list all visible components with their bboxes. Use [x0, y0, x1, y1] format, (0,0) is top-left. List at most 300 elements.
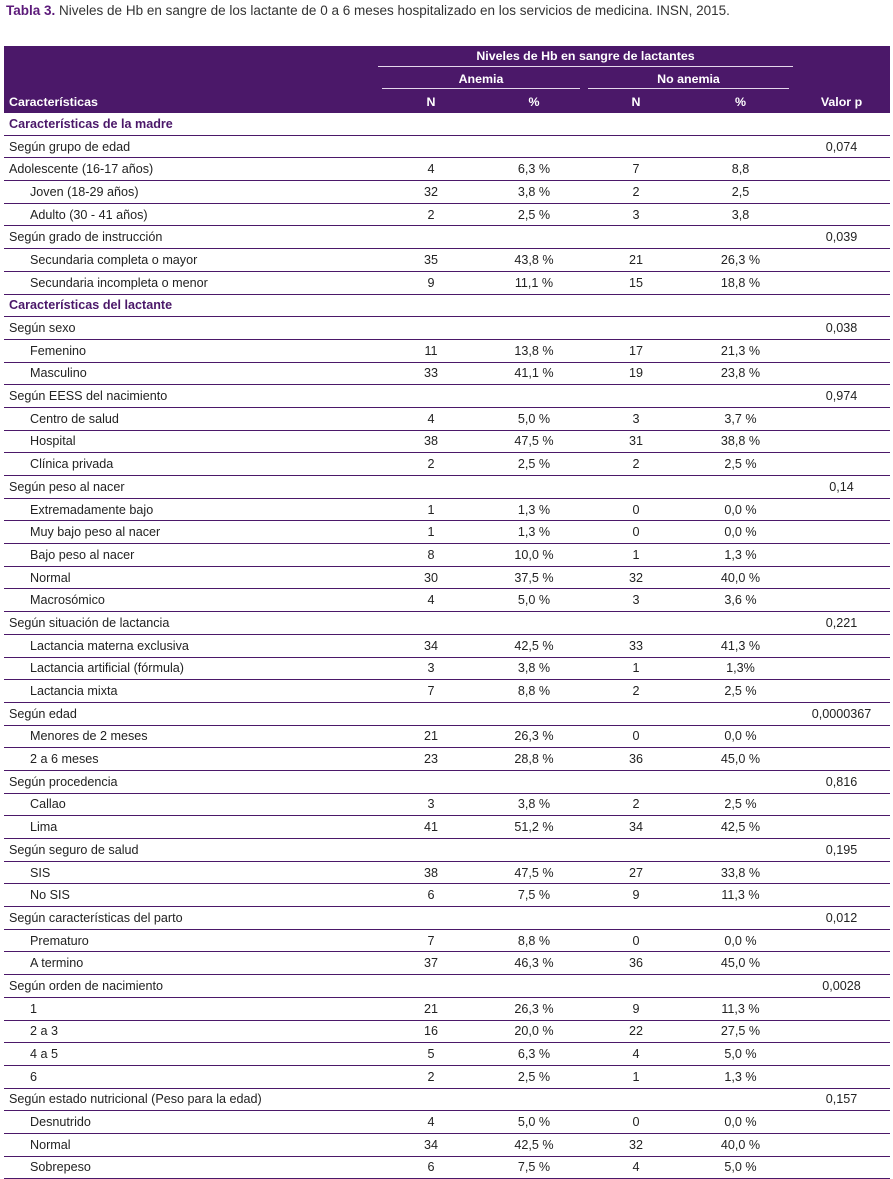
row-label: Joven (18-29 años) — [4, 181, 378, 204]
table-row — [4, 249, 890, 272]
cell-anemia-pct: 1,3 % — [484, 498, 584, 521]
cell-anemia-pct — [484, 612, 584, 635]
table-row — [4, 566, 890, 589]
cell-anemia-pct: 51,2 % — [484, 816, 584, 839]
cell-no-anemia-n: 32 — [584, 1133, 688, 1156]
cell-no-anemia-pct: 2,5 % — [688, 453, 793, 476]
cell-valor-p — [793, 1111, 890, 1134]
cell-no-anemia-pct: 5,0 % — [688, 1043, 793, 1066]
cell-valor-p — [793, 203, 890, 226]
cell-no-anemia-pct: 45,0 % — [688, 748, 793, 771]
cell-anemia-pct: 6,3 % — [484, 158, 584, 181]
cell-anemia-pct — [484, 1088, 584, 1111]
cell-valor-p: 0,195 — [793, 839, 890, 862]
category-row — [4, 317, 890, 340]
cell-no-anemia-n: 0 — [584, 725, 688, 748]
row-label: Clínica privada — [4, 453, 378, 476]
cell-no-anemia-pct: 1,3 % — [688, 1065, 793, 1088]
cell-valor-p: 0,074 — [793, 135, 890, 158]
row-label: A termino — [4, 952, 378, 975]
cell-valor-p: 0,14 — [793, 476, 890, 499]
cell-no-anemia-pct: 23,8 % — [688, 362, 793, 385]
cell-anemia-n — [378, 1088, 484, 1111]
cell-anemia-pct — [484, 907, 584, 930]
cell-anemia-n: 3 — [378, 657, 484, 680]
cell-no-anemia-pct: 27,5 % — [688, 1020, 793, 1043]
cell-no-anemia-pct — [688, 770, 793, 793]
cell-no-anemia-n — [584, 702, 688, 725]
cell-no-anemia-n: 1 — [584, 544, 688, 567]
category-row — [4, 907, 890, 930]
cell-no-anemia-pct: 11,3 % — [688, 884, 793, 907]
cell-no-anemia-n: 9 — [584, 884, 688, 907]
cell-anemia-pct: 47,5 % — [484, 430, 584, 453]
cell-anemia-pct: 47,5 % — [484, 861, 584, 884]
cell-valor-p — [793, 544, 890, 567]
cell-anemia-n: 34 — [378, 1133, 484, 1156]
row-label: Prematuro — [4, 929, 378, 952]
cell-anemia-n: 30 — [378, 566, 484, 589]
table-row — [4, 657, 890, 680]
cell-valor-p: 0,974 — [793, 385, 890, 408]
cell-anemia-pct: 37,5 % — [484, 566, 584, 589]
header-group-title: Niveles de Hb en sangre de lactantes — [378, 46, 793, 70]
cell-no-anemia-n: 1 — [584, 1065, 688, 1088]
cell-anemia-n: 4 — [378, 1111, 484, 1134]
row-label: Según procedencia — [4, 770, 378, 793]
cell-anemia-n — [378, 135, 484, 158]
table-row — [4, 339, 890, 362]
cell-anemia-n: 1 — [378, 498, 484, 521]
cell-anemia-pct — [484, 294, 584, 317]
cell-no-anemia-n: 7 — [584, 158, 688, 181]
cell-anemia-pct — [484, 839, 584, 862]
cell-no-anemia-n: 4 — [584, 1156, 688, 1179]
cell-no-anemia-pct: 41,3 % — [688, 634, 793, 657]
row-label: Muy bajo peso al nacer — [4, 521, 378, 544]
cell-anemia-n — [378, 294, 484, 317]
row-label: Centro de salud — [4, 407, 378, 430]
cell-no-anemia-n: 22 — [584, 1020, 688, 1043]
cell-anemia-n: 11 — [378, 339, 484, 362]
category-row — [4, 839, 890, 862]
table-row — [4, 929, 890, 952]
cell-valor-p — [793, 430, 890, 453]
cell-no-anemia-n: 0 — [584, 1111, 688, 1134]
cell-anemia-n — [378, 385, 484, 408]
table-row — [4, 589, 890, 612]
cell-no-anemia-pct: 0,0 % — [688, 498, 793, 521]
cell-no-anemia-pct: 33,8 % — [688, 861, 793, 884]
cell-no-anemia-pct: 21,3 % — [688, 339, 793, 362]
cell-valor-p — [793, 1020, 890, 1043]
cell-no-anemia-pct: 42,5 % — [688, 816, 793, 839]
row-label: Lima — [4, 816, 378, 839]
cell-valor-p — [793, 680, 890, 703]
cell-no-anemia-n — [584, 476, 688, 499]
cell-anemia-pct: 11,1 % — [484, 271, 584, 294]
cell-valor-p — [793, 249, 890, 272]
cell-anemia-pct: 43,8 % — [484, 249, 584, 272]
row-label: Según seguro de salud — [4, 839, 378, 862]
cell-no-anemia-n: 1 — [584, 657, 688, 680]
row-label: Extremadamente bajo — [4, 498, 378, 521]
cell-anemia-n: 32 — [378, 181, 484, 204]
row-label: Según grado de instrucción — [4, 226, 378, 249]
cell-anemia-n — [378, 226, 484, 249]
cell-no-anemia-pct: 1,3 % — [688, 544, 793, 567]
cell-no-anemia-n — [584, 226, 688, 249]
header-characteristics: Características — [4, 46, 378, 113]
row-label: Según edad — [4, 702, 378, 725]
cell-no-anemia-pct — [688, 226, 793, 249]
header-anemia-pct: % — [484, 91, 584, 113]
table-row — [4, 952, 890, 975]
table-row — [4, 725, 890, 748]
header-valor-p: Valor p — [793, 46, 890, 113]
cell-anemia-pct: 42,5 % — [484, 1133, 584, 1156]
cell-valor-p — [793, 816, 890, 839]
cell-anemia-pct — [484, 135, 584, 158]
table-header — [4, 46, 890, 113]
cell-valor-p — [793, 339, 890, 362]
table-row — [4, 407, 890, 430]
table-row — [4, 362, 890, 385]
row-label: 2 a 6 meses — [4, 748, 378, 771]
cell-no-anemia-n — [584, 839, 688, 862]
cell-anemia-pct: 2,5 % — [484, 453, 584, 476]
cell-no-anemia-pct: 2,5 % — [688, 793, 793, 816]
row-label: Macrosómico — [4, 589, 378, 612]
cell-valor-p — [793, 271, 890, 294]
section-row — [4, 113, 890, 135]
cell-anemia-n: 7 — [378, 680, 484, 703]
cell-valor-p: 0,038 — [793, 317, 890, 340]
cell-no-anemia-n — [584, 385, 688, 408]
category-row — [4, 135, 890, 158]
table-row — [4, 1111, 890, 1134]
cell-anemia-n: 21 — [378, 997, 484, 1020]
cell-valor-p — [793, 884, 890, 907]
cell-valor-p — [793, 748, 890, 771]
row-label: Secundaria incompleta o menor — [4, 271, 378, 294]
cell-valor-p — [793, 362, 890, 385]
cell-no-anemia-pct — [688, 975, 793, 998]
cell-anemia-n: 2 — [378, 203, 484, 226]
cell-no-anemia-n: 33 — [584, 634, 688, 657]
cell-anemia-pct: 26,3 % — [484, 725, 584, 748]
cell-anemia-n — [378, 113, 484, 135]
cell-valor-p — [793, 929, 890, 952]
cell-valor-p: 0,012 — [793, 907, 890, 930]
cell-anemia-pct — [484, 476, 584, 499]
row-label: Lactancia mixta — [4, 680, 378, 703]
cell-no-anemia-pct: 0,0 % — [688, 1111, 793, 1134]
cell-no-anemia-pct: 8,8 — [688, 158, 793, 181]
cell-no-anemia-pct: 40,0 % — [688, 566, 793, 589]
row-label: Según orden de nacimiento — [4, 975, 378, 998]
cell-anemia-pct: 1,3 % — [484, 521, 584, 544]
cell-anemia-n: 1 — [378, 521, 484, 544]
cell-anemia-n: 38 — [378, 861, 484, 884]
table-row — [4, 430, 890, 453]
cell-valor-p: 0,816 — [793, 770, 890, 793]
cell-no-anemia-pct — [688, 907, 793, 930]
cell-valor-p — [793, 453, 890, 476]
cell-no-anemia-n: 31 — [584, 430, 688, 453]
cell-no-anemia-pct — [688, 476, 793, 499]
cell-anemia-n: 33 — [378, 362, 484, 385]
cell-anemia-n: 4 — [378, 589, 484, 612]
cell-no-anemia-pct: 38,8 % — [688, 430, 793, 453]
cell-no-anemia-n — [584, 975, 688, 998]
cell-anemia-n — [378, 907, 484, 930]
cell-anemia-pct: 7,5 % — [484, 1156, 584, 1179]
cell-no-anemia-pct: 3,7 % — [688, 407, 793, 430]
cell-no-anemia-n: 32 — [584, 566, 688, 589]
cell-anemia-n: 8 — [378, 544, 484, 567]
cell-anemia-n: 34 — [378, 634, 484, 657]
category-row — [4, 702, 890, 725]
cell-anemia-n: 2 — [378, 1065, 484, 1088]
cell-anemia-n — [378, 770, 484, 793]
table-caption — [6, 2, 886, 20]
cell-anemia-n: 38 — [378, 430, 484, 453]
table-row — [4, 453, 890, 476]
cell-valor-p: 0,0000367 — [793, 702, 890, 725]
cell-anemia-pct: 28,8 % — [484, 748, 584, 771]
cell-no-anemia-n — [584, 1088, 688, 1111]
cell-no-anemia-n — [584, 612, 688, 635]
cell-anemia-pct: 3,8 % — [484, 181, 584, 204]
cell-no-anemia-pct — [688, 612, 793, 635]
table-row — [4, 793, 890, 816]
cell-anemia-n: 4 — [378, 407, 484, 430]
cell-no-anemia-n: 34 — [584, 816, 688, 839]
row-label: Según características del parto — [4, 907, 378, 930]
cell-anemia-pct: 5,0 % — [484, 1111, 584, 1134]
cell-anemia-n: 35 — [378, 249, 484, 272]
cell-valor-p — [793, 997, 890, 1020]
cell-no-anemia-n: 4 — [584, 1043, 688, 1066]
cell-anemia-pct — [484, 702, 584, 725]
category-row — [4, 770, 890, 793]
cell-no-anemia-pct: 0,0 % — [688, 521, 793, 544]
cell-no-anemia-n: 9 — [584, 997, 688, 1020]
cell-no-anemia-pct — [688, 1088, 793, 1111]
cell-anemia-pct: 46,3 % — [484, 952, 584, 975]
cell-valor-p — [793, 1156, 890, 1179]
cell-no-anemia-n: 2 — [584, 680, 688, 703]
cell-anemia-pct — [484, 113, 584, 135]
cell-valor-p — [793, 793, 890, 816]
cell-anemia-pct: 10,0 % — [484, 544, 584, 567]
row-label: Según estado nutricional (Peso para la edad) — [4, 1088, 378, 1111]
row-label: SIS — [4, 861, 378, 884]
cell-no-anemia-pct: 2,5 — [688, 181, 793, 204]
cell-no-anemia-n — [584, 317, 688, 340]
row-label: Hospital — [4, 430, 378, 453]
cell-no-anemia-n: 3 — [584, 589, 688, 612]
cell-no-anemia-n: 15 — [584, 271, 688, 294]
cell-no-anemia-pct — [688, 385, 793, 408]
cell-valor-p: 0,157 — [793, 1088, 890, 1111]
cell-no-anemia-pct: 5,0 % — [688, 1156, 793, 1179]
cell-no-anemia-n: 3 — [584, 203, 688, 226]
row-label: Características de la madre — [4, 113, 378, 135]
cell-no-anemia-n: 2 — [584, 793, 688, 816]
cell-anemia-pct: 26,3 % — [484, 997, 584, 1020]
cell-valor-p — [793, 657, 890, 680]
cell-anemia-n — [378, 612, 484, 635]
row-label: Adolescente (16-17 años) — [4, 158, 378, 181]
table-row — [4, 634, 890, 657]
table-row — [4, 997, 890, 1020]
cell-no-anemia-n: 21 — [584, 249, 688, 272]
table-row — [4, 1065, 890, 1088]
row-label: 2 a 3 — [4, 1020, 378, 1043]
cell-no-anemia-n: 27 — [584, 861, 688, 884]
cell-anemia-pct: 8,8 % — [484, 929, 584, 952]
category-row — [4, 975, 890, 998]
cell-no-anemia-pct: 40,0 % — [688, 1133, 793, 1156]
cell-no-anemia-n: 17 — [584, 339, 688, 362]
row-label: Callao — [4, 793, 378, 816]
cell-no-anemia-n: 0 — [584, 498, 688, 521]
cell-valor-p — [793, 498, 890, 521]
cell-no-anemia-pct: 45,0 % — [688, 952, 793, 975]
cell-valor-p — [793, 861, 890, 884]
cell-no-anemia-n: 19 — [584, 362, 688, 385]
row-label: Masculino — [4, 362, 378, 385]
cell-no-anemia-pct: 26,3 % — [688, 249, 793, 272]
cell-anemia-pct: 3,8 % — [484, 657, 584, 680]
table-row — [4, 1133, 890, 1156]
row-label: 6 — [4, 1065, 378, 1088]
row-label: Lactancia materna exclusiva — [4, 634, 378, 657]
cell-valor-p — [793, 566, 890, 589]
table-row — [4, 1043, 890, 1066]
row-label: Según situación de lactancia — [4, 612, 378, 635]
hb-levels-table — [4, 46, 890, 1179]
cell-no-anemia-n: 0 — [584, 521, 688, 544]
cell-no-anemia-n: 2 — [584, 181, 688, 204]
cell-no-anemia-n — [584, 770, 688, 793]
cell-no-anemia-pct: 0,0 % — [688, 929, 793, 952]
cell-valor-p — [793, 1043, 890, 1066]
cell-anemia-n: 4 — [378, 158, 484, 181]
row-label: Normal — [4, 1133, 378, 1156]
cell-anemia-n: 2 — [378, 453, 484, 476]
cell-valor-p — [793, 1065, 890, 1088]
row-label: 4 a 5 — [4, 1043, 378, 1066]
cell-anemia-pct — [484, 385, 584, 408]
cell-no-anemia-n: 3 — [584, 407, 688, 430]
cell-anemia-pct: 2,5 % — [484, 1065, 584, 1088]
cell-valor-p — [793, 952, 890, 975]
cell-valor-p: 0,221 — [793, 612, 890, 635]
cell-anemia-n: 6 — [378, 1156, 484, 1179]
cell-no-anemia-pct: 3,8 — [688, 203, 793, 226]
cell-valor-p — [793, 158, 890, 181]
row-label: Según grupo de edad — [4, 135, 378, 158]
cell-anemia-n — [378, 476, 484, 499]
cell-valor-p — [793, 634, 890, 657]
table-row — [4, 498, 890, 521]
cell-no-anemia-pct — [688, 317, 793, 340]
cell-no-anemia-pct: 3,6 % — [688, 589, 793, 612]
cell-no-anemia-pct: 11,3 % — [688, 997, 793, 1020]
row-label: 1 — [4, 997, 378, 1020]
cell-no-anemia-pct — [688, 839, 793, 862]
cell-valor-p: 0,0028 — [793, 975, 890, 998]
cell-no-anemia-pct — [688, 113, 793, 135]
row-label: Desnutrido — [4, 1111, 378, 1134]
table-row — [4, 816, 890, 839]
cell-anemia-n: 5 — [378, 1043, 484, 1066]
cell-anemia-pct: 41,1 % — [484, 362, 584, 385]
table-row — [4, 203, 890, 226]
cell-anemia-n: 41 — [378, 816, 484, 839]
row-label: Secundaria completa o mayor — [4, 249, 378, 272]
cell-anemia-pct — [484, 226, 584, 249]
category-row — [4, 1088, 890, 1111]
table-row — [4, 544, 890, 567]
cell-anemia-n: 37 — [378, 952, 484, 975]
cell-anemia-pct: 6,3 % — [484, 1043, 584, 1066]
row-label: Sobrepeso — [4, 1156, 378, 1179]
cell-no-anemia-n — [584, 113, 688, 135]
table-row — [4, 748, 890, 771]
table-row — [4, 521, 890, 544]
cell-anemia-pct — [484, 770, 584, 793]
header-anemia: Anemia — [378, 70, 584, 91]
row-label: Femenino — [4, 339, 378, 362]
row-label: Menores de 2 meses — [4, 725, 378, 748]
cell-valor-p — [793, 294, 890, 317]
cell-anemia-pct: 3,8 % — [484, 793, 584, 816]
cell-anemia-n: 16 — [378, 1020, 484, 1043]
cell-valor-p — [793, 181, 890, 204]
cell-anemia-pct — [484, 975, 584, 998]
cell-anemia-pct — [484, 317, 584, 340]
table-row — [4, 1156, 890, 1179]
category-row — [4, 476, 890, 499]
cell-no-anemia-n: 36 — [584, 952, 688, 975]
cell-valor-p — [793, 589, 890, 612]
header-no-anemia-pct: % — [688, 91, 793, 113]
table-row — [4, 181, 890, 204]
cell-anemia-n — [378, 317, 484, 340]
cell-no-anemia-n: 36 — [584, 748, 688, 771]
category-row — [4, 612, 890, 635]
cell-no-anemia-pct: 18,8 % — [688, 271, 793, 294]
cell-no-anemia-pct: 0,0 % — [688, 725, 793, 748]
header-anemia-n: N — [378, 91, 484, 113]
cell-anemia-pct: 5,0 % — [484, 407, 584, 430]
cell-anemia-n: 7 — [378, 929, 484, 952]
cell-no-anemia-pct — [688, 294, 793, 317]
header-no-anemia-n: N — [584, 91, 688, 113]
row-label: Según peso al nacer — [4, 476, 378, 499]
cell-anemia-pct: 8,8 % — [484, 680, 584, 703]
cell-anemia-pct: 20,0 % — [484, 1020, 584, 1043]
row-label: Según EESS del nacimiento — [4, 385, 378, 408]
cell-no-anemia-pct — [688, 702, 793, 725]
cell-anemia-n: 23 — [378, 748, 484, 771]
cell-valor-p — [793, 407, 890, 430]
category-row — [4, 158, 890, 181]
